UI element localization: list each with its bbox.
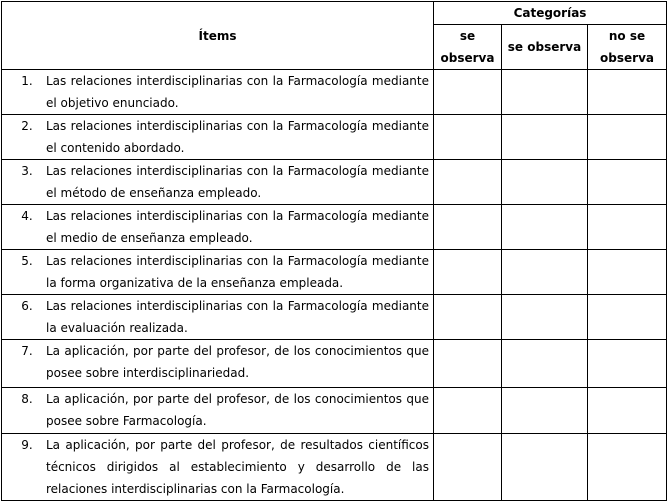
category-cell[interactable] — [502, 205, 588, 250]
item-text: Las relaciones interdisciplinarias con la Farmacología mediante el objetivo enunciado. — [46, 74, 429, 110]
table-row — [2, 115, 667, 160]
table-row — [2, 388, 667, 434]
category-cell[interactable] — [434, 250, 502, 295]
table-row — [2, 434, 667, 501]
item-cell — [2, 340, 434, 388]
category-cell[interactable] — [502, 70, 588, 115]
item-number: 2. — [21, 119, 33, 133]
category-cell[interactable] — [434, 388, 502, 434]
category-cell[interactable] — [502, 250, 588, 295]
item-number: 7. — [21, 344, 33, 358]
category-cell[interactable] — [502, 340, 588, 388]
category-cell[interactable] — [502, 295, 588, 340]
category-cell[interactable] — [434, 205, 502, 250]
category-cell[interactable] — [588, 340, 667, 388]
item-cell — [2, 250, 434, 295]
item-cell — [2, 295, 434, 340]
category-cell[interactable] — [502, 434, 588, 501]
category-cell[interactable] — [588, 115, 667, 160]
category-cell[interactable] — [588, 250, 667, 295]
item-text: Las relaciones interdisciplinarias con la Farmacología mediante el medio de enseñanza empleado. — [46, 209, 429, 245]
item-number: 1. — [21, 74, 33, 88]
item-cell — [2, 205, 434, 250]
category-cell[interactable] — [434, 160, 502, 205]
items-header: Ítems — [2, 2, 434, 70]
item-text: Las relaciones interdisciplinarias con la Farmacología mediante la forma organizativa de la enseñanza empleada. — [46, 254, 429, 290]
item-text: La aplicación, por parte del profesor, de resultados científicos técnicos dirigidos al establecimiento y desarrollo de las relaciones interdisciplinarias con la Farmacología. — [46, 438, 429, 496]
category-cell[interactable] — [434, 115, 502, 160]
item-text: Las relaciones interdisciplinarias con la Farmacología mediante el contenido abordado. — [46, 119, 429, 155]
category-cell[interactable] — [502, 388, 588, 434]
item-number: 4. — [21, 209, 33, 223]
table-row — [2, 295, 667, 340]
column-header: se observa — [434, 25, 502, 70]
item-text: Las relaciones interdisciplinarias con la Farmacología mediante la evaluación realizada. — [46, 299, 429, 335]
item-number: 3. — [21, 164, 33, 178]
item-cell — [2, 70, 434, 115]
category-cell[interactable] — [588, 160, 667, 205]
item-text: La aplicación, por parte del profesor, de los conocimientos que posee sobre Farmacología. — [46, 392, 429, 428]
item-text: Las relaciones interdisciplinarias con la Farmacología mediante el método de enseñanza empleado. — [46, 164, 429, 200]
column-header: se observa — [502, 25, 588, 70]
category-cell[interactable] — [588, 295, 667, 340]
category-cell[interactable] — [588, 388, 667, 434]
item-cell — [2, 388, 434, 434]
category-cell[interactable] — [434, 340, 502, 388]
table-row — [2, 340, 667, 388]
table-row — [2, 205, 667, 250]
item-cell — [2, 115, 434, 160]
category-cell[interactable] — [502, 115, 588, 160]
category-cell[interactable] — [502, 160, 588, 205]
category-cell[interactable] — [588, 205, 667, 250]
table-row — [2, 250, 667, 295]
item-cell — [2, 434, 434, 501]
item-text: La aplicación, por parte del profesor, de los conocimientos que posee sobre interdisciplinariedad. — [46, 344, 429, 380]
item-number: 6. — [21, 299, 33, 313]
category-cell[interactable] — [434, 295, 502, 340]
category-cell[interactable] — [434, 434, 502, 501]
category-cell[interactable] — [588, 70, 667, 115]
categories-header: Categorías — [434, 2, 667, 25]
item-number: 5. — [21, 254, 33, 268]
observation-table — [1, 1, 667, 501]
table-row — [2, 160, 667, 205]
item-cell — [2, 160, 434, 205]
category-cell[interactable] — [588, 434, 667, 501]
table-row — [2, 70, 667, 115]
item-number: 9. — [21, 438, 33, 452]
item-number: 8. — [21, 392, 33, 406]
category-cell[interactable] — [434, 70, 502, 115]
column-header: no se observa — [588, 25, 667, 70]
